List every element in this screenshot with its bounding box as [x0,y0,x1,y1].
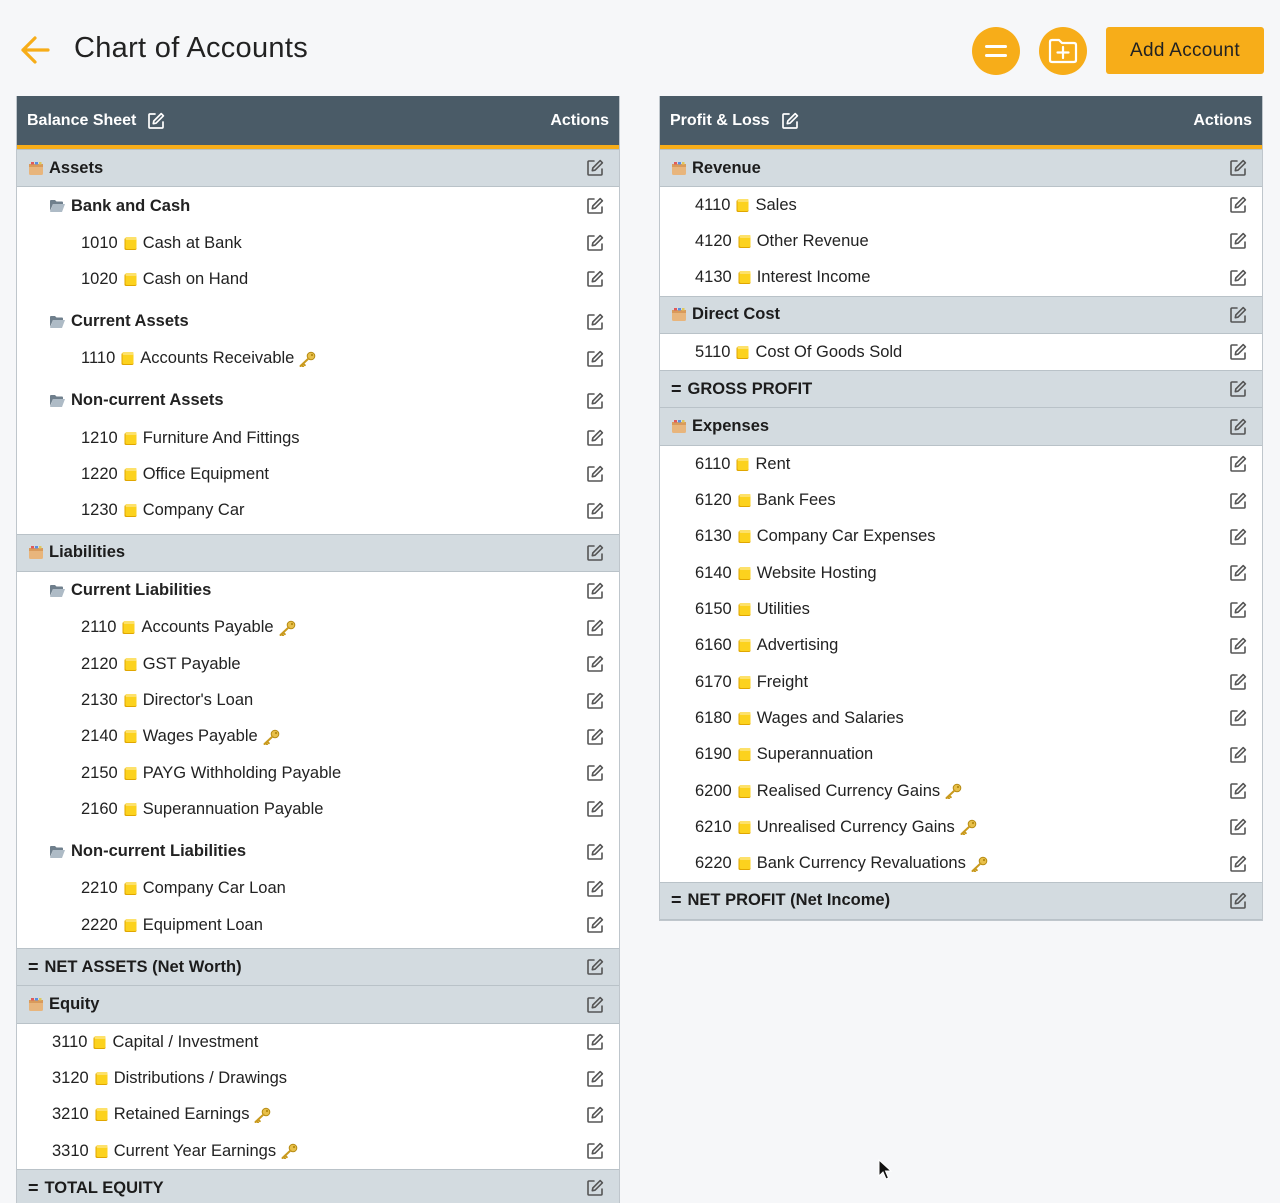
edit-icon[interactable] [585,654,605,674]
account-row [660,845,1262,881]
account-name: Company Car Expenses [756,527,936,546]
account-row [660,334,1262,370]
folder-icon [737,566,752,581]
account-name: Company Car Loan [142,879,286,898]
add-total-button[interactable] [972,27,1020,75]
section-label: NET ASSETS (Net Worth) [44,957,242,976]
account-group-row [17,572,619,610]
account-name: Cost Of Goods Sold [755,342,903,361]
folder-icon [121,620,136,635]
account-name: Furniture And Fittings [142,428,300,447]
cabinet-icon [28,545,44,560]
edit-icon[interactable] [585,995,605,1015]
account-row [17,719,619,755]
account-code: 2210 [81,879,118,898]
account-code: 2160 [81,799,118,818]
folder-icon [120,351,135,366]
folder-icon [737,675,752,690]
edit-icon[interactable] [585,428,605,448]
equals-icon: = [671,890,682,911]
account-name: Utilities [756,600,810,619]
folder-icon [123,272,138,287]
account-code: 6160 [695,636,732,655]
account-code: 3210 [52,1105,89,1124]
account-row [660,260,1262,296]
cabinet-icon [28,997,44,1012]
account-code: 1020 [81,269,118,288]
folder-icon [737,711,752,726]
account-row [17,420,619,456]
account-row [17,1060,619,1096]
edit-icon[interactable] [1228,491,1248,511]
account-name: Wages Payable [142,727,258,746]
section-row [660,408,1262,446]
folder-open-icon [49,315,66,329]
edit-icon[interactable] [1228,745,1248,765]
edit-icon[interactable] [1228,600,1248,620]
account-row [660,482,1262,518]
edit-icon[interactable] [585,1178,605,1198]
edit-icon[interactable] [585,349,605,369]
account-code: 6140 [695,563,732,582]
account-name: Advertising [756,636,839,655]
group-label: Current Assets [71,312,189,331]
account-name: Retained Earnings [113,1105,250,1124]
account-name: Company Car [142,501,245,520]
account-name: Cash on Hand [142,269,249,288]
edit-icon[interactable] [1228,268,1248,288]
equals-icon [985,44,1007,58]
folder-icon [737,638,752,653]
edit-icon[interactable] [585,618,605,638]
account-code: 4110 [695,195,731,214]
account-code: 6220 [695,854,732,873]
account-code: 5110 [695,342,731,361]
account-row [660,187,1262,223]
edit-icon[interactable] [780,111,800,131]
account-row [660,223,1262,259]
folder-plus-icon [1048,38,1078,64]
account-code: 1110 [81,349,116,368]
edit-icon[interactable] [585,691,605,711]
group-label: Current Liabilities [71,581,212,600]
account-row [17,1133,619,1169]
edit-icon[interactable] [585,879,605,899]
account-group-row [17,382,619,420]
edit-icon[interactable] [1228,817,1248,837]
edit-icon[interactable] [585,196,605,216]
add-group-button[interactable] [1039,27,1087,75]
account-code: 6170 [695,672,732,691]
account-code: 2140 [81,727,118,746]
edit-icon[interactable] [146,111,166,131]
folder-icon [123,693,138,708]
edit-icon[interactable] [1228,527,1248,547]
section-label: Direct Cost [692,305,781,324]
key-icon [298,351,316,367]
account-name: Current Year Earnings [113,1141,277,1160]
folder-open-icon [49,199,66,213]
folder-icon [94,1107,109,1122]
account-row [17,341,619,377]
account-row [17,791,619,827]
account-name: Superannuation Payable [142,799,324,818]
account-row [660,700,1262,736]
account-code: 1220 [81,464,118,483]
account-row [17,1024,619,1060]
profit-loss-panel [659,96,1263,921]
folder-icon [737,270,752,285]
section-row [660,296,1262,334]
folder-icon [735,345,750,360]
folder-icon [737,747,752,762]
account-row [17,456,619,492]
gross-profit-row [660,370,1262,408]
edit-icon[interactable] [585,158,605,178]
account-group-row [17,303,619,341]
account-name: Accounts Payable [141,618,274,637]
add-account-button[interactable]: Add Account [1106,27,1264,74]
cabinet-icon [671,307,687,322]
edit-icon[interactable] [1228,195,1248,215]
section-label: Assets [49,158,104,177]
edit-icon[interactable] [1228,708,1248,728]
edit-icon[interactable] [585,1141,605,1161]
account-name: Distributions / Drawings [113,1069,288,1088]
edit-icon[interactable] [585,727,605,747]
folder-icon [123,802,138,817]
folder-icon [737,784,752,799]
edit-icon[interactable] [585,957,605,977]
edit-icon[interactable] [1228,636,1248,656]
account-code: 4130 [695,268,732,287]
account-row [660,591,1262,627]
account-code: 1230 [81,501,118,520]
folder-icon [737,234,752,249]
key-icon [262,729,280,745]
account-name: Wages and Salaries [756,708,904,727]
account-code: 2120 [81,654,118,673]
edit-icon[interactable] [1228,417,1248,437]
account-name: Superannuation [756,745,874,764]
folder-icon [123,657,138,672]
edit-icon[interactable] [1228,563,1248,583]
edit-icon[interactable] [1228,231,1248,251]
cabinet-icon [671,161,687,176]
page-title: Chart of Accounts [74,32,308,64]
edit-icon[interactable] [585,1032,605,1052]
account-row [17,871,619,907]
actions-label: Actions [1193,111,1252,129]
account-name: Website Hosting [756,563,877,582]
total-equity-row [17,1169,619,1203]
section-label: NET PROFIT (Net Income) [687,891,891,910]
edit-icon[interactable] [585,312,605,332]
account-code: 1010 [81,233,118,252]
account-name: Bank Fees [756,491,836,510]
account-row [17,907,619,943]
balance-sheet-panel [16,96,620,1203]
account-name: Realised Currency Gains [756,781,941,800]
folder-icon [735,457,750,472]
section-label: Liabilities [49,543,126,562]
folder-icon [123,766,138,781]
account-name: Office Equipment [142,464,269,483]
group-label: Non-current Liabilities [71,842,247,861]
key-icon [959,819,977,835]
key-icon [253,1107,271,1123]
edit-icon[interactable] [585,1105,605,1125]
account-name: Equipment Loan [142,915,263,934]
account-code: 6150 [695,600,732,619]
edit-icon[interactable] [585,799,605,819]
account-group-row [17,833,619,871]
account-row [17,646,619,682]
equals-icon: = [28,956,39,977]
account-name: Interest Income [756,268,871,287]
account-code: 6190 [695,745,732,764]
account-row [660,773,1262,809]
folder-icon [737,820,752,835]
account-row [17,225,619,261]
account-name: Bank Currency Revaluations [756,854,966,873]
section-label: Revenue [692,158,761,177]
folder-icon [94,1144,109,1159]
account-name: Capital / Investment [112,1032,259,1051]
balance-sheet-header [17,96,619,149]
section-label: GROSS PROFIT [687,379,813,398]
key-icon [970,856,988,872]
key-icon [944,783,962,799]
section-row [17,986,619,1024]
account-code: 3110 [52,1032,88,1051]
account-row [17,682,619,718]
account-name: PAYG Withholding Payable [142,763,342,782]
net-assets-row [17,948,619,986]
folder-open-icon [49,845,66,859]
folder-icon [737,529,752,544]
edit-icon[interactable] [585,763,605,783]
folder-icon [737,602,752,617]
group-label: Non-current Assets [71,391,224,410]
folder-icon [123,881,138,896]
balance-sheet-title: Balance Sheet [27,111,137,129]
cabinet-icon [28,161,44,176]
section-row [17,149,619,187]
folder-icon [123,236,138,251]
edit-icon[interactable] [1228,854,1248,874]
profit-loss-title: Profit & Loss [670,111,770,129]
section-label: Equity [49,995,100,1014]
folder-icon [92,1035,107,1050]
edit-icon[interactable] [585,501,605,521]
edit-icon[interactable] [1228,781,1248,801]
profit-loss-header [660,96,1262,149]
account-name: GST Payable [142,654,241,673]
account-code: 3310 [52,1141,89,1160]
folder-icon [735,198,750,213]
edit-icon[interactable] [585,915,605,935]
account-code: 6180 [695,708,732,727]
edit-icon[interactable] [1228,342,1248,362]
section-label: TOTAL EQUITY [44,1178,164,1197]
account-code: 2220 [81,915,118,934]
group-label: Bank and Cash [71,196,191,215]
account-row [660,519,1262,555]
account-name: Other Revenue [756,231,869,250]
key-icon [278,620,296,636]
edit-icon[interactable] [1228,454,1248,474]
edit-icon[interactable] [1228,891,1248,911]
section-label: Expenses [692,417,770,436]
account-code: 6120 [695,491,732,510]
account-code: 6210 [695,817,732,836]
account-code: 6130 [695,527,732,546]
folder-icon [123,503,138,518]
top-bar [0,0,1280,96]
account-code: 4120 [695,231,732,250]
account-name: Sales [755,195,797,214]
account-row [17,492,619,528]
folder-open-icon [49,584,66,598]
account-row [660,664,1262,700]
edit-icon[interactable] [1228,305,1248,325]
folder-open-icon [49,394,66,408]
folder-icon [123,467,138,482]
account-group-row [17,187,619,225]
account-row [660,628,1262,664]
folder-icon [737,493,752,508]
folder-icon [123,918,138,933]
account-name: Director's Loan [142,691,254,710]
equals-icon: = [671,378,682,399]
account-name: Cash at Bank [142,233,242,252]
edit-icon[interactable] [585,842,605,862]
edit-icon[interactable] [585,543,605,563]
edit-icon[interactable] [585,464,605,484]
account-row [17,610,619,646]
actions-label: Actions [550,111,609,129]
edit-icon[interactable] [1228,379,1248,399]
folder-icon [123,431,138,446]
edit-icon[interactable] [585,581,605,601]
edit-icon[interactable] [1228,158,1248,178]
account-row [17,1097,619,1133]
folder-icon [737,856,752,871]
section-row [17,534,619,572]
account-code: 6200 [695,781,732,800]
account-code: 2110 [81,618,117,637]
account-code: 3120 [52,1069,89,1088]
account-row [660,446,1262,482]
account-name: Accounts Receivable [140,349,295,368]
equals-icon: = [28,1177,39,1198]
account-code: 2130 [81,691,118,710]
edit-icon[interactable] [1228,672,1248,692]
account-row [17,261,619,297]
back-arrow-icon[interactable] [18,32,52,68]
edit-icon[interactable] [585,1069,605,1089]
edit-icon[interactable] [585,233,605,253]
account-code: 6110 [695,454,731,473]
edit-icon[interactable] [585,269,605,289]
account-row [660,737,1262,773]
account-code: 2150 [81,763,118,782]
key-icon [280,1143,298,1159]
cabinet-icon [671,419,687,434]
mouse-cursor-icon [877,1158,893,1182]
account-name: Rent [755,454,791,473]
edit-icon[interactable] [585,391,605,411]
folder-icon [94,1071,109,1086]
account-row [17,755,619,791]
account-code: 1210 [81,428,118,447]
account-row [660,555,1262,591]
account-row [660,809,1262,845]
account-name: Freight [756,672,809,691]
net-profit-row [660,882,1262,920]
section-row [660,149,1262,187]
folder-icon [123,729,138,744]
account-name: Unrealised Currency Gains [756,817,955,836]
